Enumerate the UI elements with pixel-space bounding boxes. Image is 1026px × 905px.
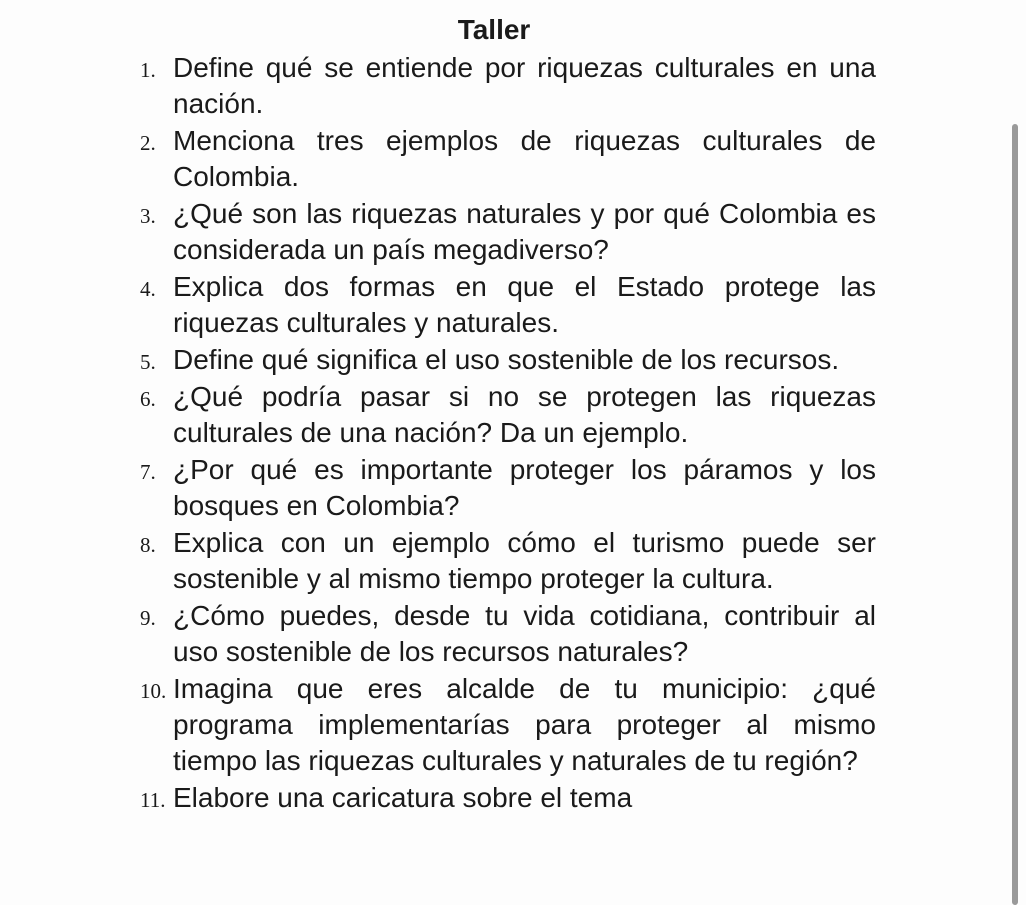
item-number: 2.	[140, 131, 156, 155]
list-item	[140, 780, 876, 816]
item-text: ¿Qué son las riquezas naturales y por qué Colombia es considerada un país megadiverso?	[173, 198, 876, 265]
item-number: 7.	[140, 460, 156, 484]
item-number: 1.	[140, 58, 156, 82]
item-number: 8.	[140, 533, 156, 557]
item-text: Define qué se entiende por riquezas culturales en una nación.	[173, 52, 876, 119]
item-number: 10.	[140, 679, 167, 703]
item-number: 9.	[140, 606, 156, 630]
list-item	[140, 671, 876, 779]
item-text: Menciona tres ejemplos de riquezas culturales de Colombia.	[173, 125, 876, 192]
item-text: ¿Qué podría pasar si no se protegen las riquezas culturales de una nación? Da un ejemplo.	[173, 381, 876, 448]
item-text: Imagina que eres alcalde de tu municipio: ¿qué programa implementarías para proteger al mismo tiempo las riquezas culturales y naturales de tu región?	[173, 673, 876, 776]
vertical-scrollbar[interactable]	[1012, 124, 1018, 905]
list-item	[140, 598, 876, 670]
list-item	[140, 452, 876, 524]
item-number: 5.	[140, 350, 156, 374]
item-text: Explica dos formas en que el Estado protege las riquezas culturales y naturales.	[173, 271, 876, 338]
item-number: 6.	[140, 387, 156, 411]
item-text: ¿Por qué es importante proteger los páramos y los bosques en Colombia?	[173, 454, 876, 521]
list-item	[140, 379, 876, 451]
page-title: Taller	[457, 14, 531, 45]
list-item	[140, 269, 876, 341]
list-item	[140, 342, 876, 378]
question-list	[140, 50, 876, 817]
item-number: 4.	[140, 277, 156, 301]
item-text: ¿Cómo puedes, desde tu vida cotidiana, contribuir al uso sostenible de los recursos naturales?	[173, 600, 876, 667]
list-item	[140, 196, 876, 268]
list-item	[140, 123, 876, 195]
item-text: Explica con un ejemplo cómo el turismo puede ser sostenible y al mismo tiempo proteger la cultura.	[173, 527, 876, 594]
item-text: Define qué significa el uso sostenible de los recursos.	[173, 344, 840, 375]
item-text: Elabore una caricatura sobre el tema	[173, 782, 633, 813]
item-number: 11.	[140, 788, 166, 812]
list-item	[140, 50, 876, 122]
item-number: 3.	[140, 204, 156, 228]
list-item	[140, 525, 876, 597]
